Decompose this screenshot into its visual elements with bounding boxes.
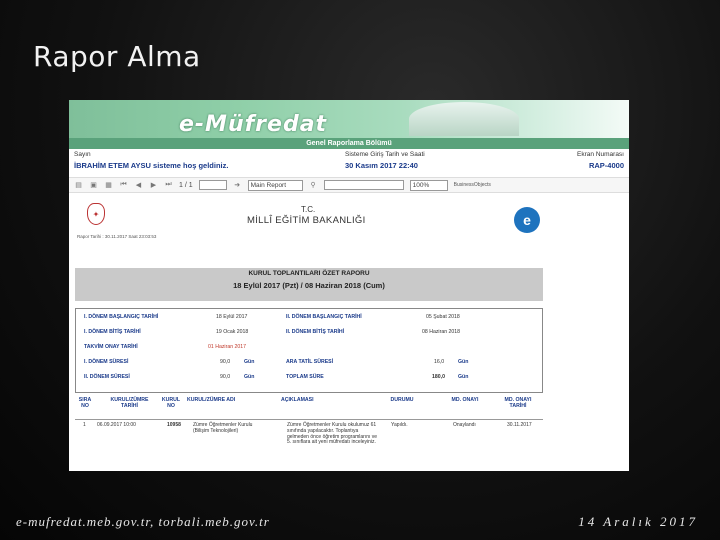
search-input[interactable] — [324, 180, 404, 190]
next-page-icon[interactable]: ▶ — [150, 182, 157, 189]
login-value: 30 Kasım 2017 22:40 — [345, 161, 418, 170]
period-row-5 — [76, 369, 542, 384]
emufredat-logo-icon: e — [514, 207, 540, 233]
row-kurul-no: 10958 — [167, 422, 181, 428]
approval-label: TAKVİM ONAY TARİHİ — [84, 344, 138, 350]
period-box — [75, 308, 543, 393]
col-approval: MD. ONAYI — [451, 397, 479, 403]
d1-dur: 90,0 — [220, 359, 231, 365]
first-page-icon[interactable]: ⏮ — [120, 181, 127, 188]
greeting-label: Sayın — [74, 151, 91, 158]
row-status: Yapıldı. — [391, 422, 408, 428]
table-row — [75, 419, 543, 459]
export-icon[interactable]: ▤ — [75, 182, 82, 189]
report-toolbar — [69, 177, 629, 193]
d1-start: 18 Eylül 2017 — [216, 314, 248, 320]
break-label: ARA TATİL SÜRESİ — [286, 359, 334, 365]
unit-4: Gün — [458, 374, 469, 380]
row-date: 06.09.2017 10:00 — [97, 422, 136, 428]
col-approval-date: MD. ONAYI TARİHİ — [504, 397, 532, 409]
period-row-2 — [76, 324, 542, 339]
d2-dur: 90,0 — [220, 374, 231, 380]
col-sira-no: SIRA NO — [78, 397, 92, 409]
d2-end-label: II. DÖNEM BİTİŞ TARİHİ — [286, 329, 345, 335]
section-bar: Genel Raporlama Bölümü — [69, 138, 629, 149]
footer-urls: e-mufredat.meb.gov.tr, torbali.meb.gov.tr — [16, 514, 270, 529]
book-illustration — [409, 102, 519, 136]
meb-logo-icon: ✦ — [87, 203, 105, 225]
prev-page-icon[interactable]: ◀ — [135, 182, 142, 189]
summary-period: 18 Eylül 2017 (Pzt) / 08 Haziran 2018 (Cum) — [233, 281, 385, 290]
row-approval: Onaylandı — [453, 422, 476, 428]
period-row-3 — [76, 339, 542, 354]
report-date: Rapor Tarihi : 30.11.2017 Saat 23:03:53 — [77, 234, 157, 239]
unit-1: Gün — [244, 359, 255, 365]
d2-end: 08 Haziran 2018 — [422, 329, 461, 335]
unit-2: Gün — [458, 359, 469, 365]
report-select[interactable]: Main Report — [248, 180, 303, 191]
period-row-4 — [76, 354, 542, 369]
d1-end-label: I. DÖNEM BİTİŞ TARİHİ — [84, 329, 141, 335]
d2-start-label: II. DÖNEM BAŞLANGIÇ TARİHİ — [286, 314, 362, 320]
screen-label: Ekran Numarası — [577, 151, 624, 158]
slide-title: Rapor Alma — [33, 40, 201, 73]
approval-date: 01 Haziran 2017 — [208, 344, 247, 350]
ministry-title: MİLLÎ EĞİTİM BAKANLIĞI — [247, 215, 366, 226]
print-icon[interactable]: ▣ — [90, 182, 97, 189]
page-indicator: 1 / 1 — [179, 181, 193, 189]
d1-dur-label: I. DÖNEM SÜRESİ — [84, 359, 129, 365]
summary-band — [75, 268, 543, 301]
binoculars-icon[interactable]: ⚲ — [310, 182, 316, 189]
tc-label: T.C. — [301, 205, 316, 214]
row-no: 1 — [83, 422, 86, 428]
tree-icon[interactable]: ▦ — [105, 182, 112, 189]
d1-start-label: I. DÖNEM BAŞLANGIÇ TARİHİ — [84, 314, 159, 320]
footer-date: 14 Aralık 2017 — [578, 514, 698, 529]
col-date: KURUL/ZÜMRE TARİHİ — [110, 397, 149, 409]
screen-value: RAP-4000 — [588, 161, 624, 170]
last-page-icon[interactable]: ⏭ — [165, 181, 172, 188]
info-values — [69, 158, 629, 170]
d2-dur-label: II. DÖNEM SÜRESİ — [84, 374, 130, 380]
d1-end: 19 Ocak 2018 — [216, 329, 249, 335]
row-name: Zümre Öğretmenler Kurulu (Bilişim Teknolojileri) — [193, 422, 253, 434]
row-approval-date: 30.11.2017 — [507, 422, 532, 428]
break-value: 16,0 — [434, 359, 445, 365]
row-desc: Zümre Öğretmenler Kurulu okulumuz 61 sınıfında yapılacaktır. Toplantıya gelmeden önce öğretim programlarını ve 5. sınıflara ait yeni müfredatı inceleyiniz. — [287, 422, 378, 446]
goto-icon[interactable]: ➜ — [234, 182, 241, 189]
brand-label: BusinessObjects — [453, 182, 491, 188]
total-label: TOPLAM SÜRE — [286, 374, 324, 380]
unit-3: Gün — [244, 374, 255, 380]
col-status: DURUMU — [390, 397, 414, 403]
page-input[interactable] — [199, 180, 227, 190]
greeting-text: İBRAHİM ETEM AYSU sisteme hoş geldiniz. — [74, 161, 229, 170]
summary-title: KURUL TOPLANTILARI ÖZET RAPORU — [248, 270, 370, 277]
app-banner — [69, 100, 629, 138]
col-kurul-no: KURUL NO — [161, 397, 181, 409]
d2-start: 05 Şubat 2018 — [426, 314, 460, 320]
info-labels — [69, 149, 629, 158]
screenshot-window — [69, 100, 629, 471]
total-value: 180,0 — [432, 374, 445, 380]
period-row-1 — [76, 309, 542, 324]
login-label: Sisteme Giriş Tarih ve Saati — [345, 151, 425, 158]
col-name: KURUL/ZÜMRE ADI — [187, 397, 236, 403]
zoom-select[interactable]: 100% — [410, 180, 448, 191]
app-logo: e-Müfredat — [179, 112, 328, 137]
report-header — [69, 193, 629, 243]
col-desc: AÇIKLAMASI — [281, 397, 314, 403]
